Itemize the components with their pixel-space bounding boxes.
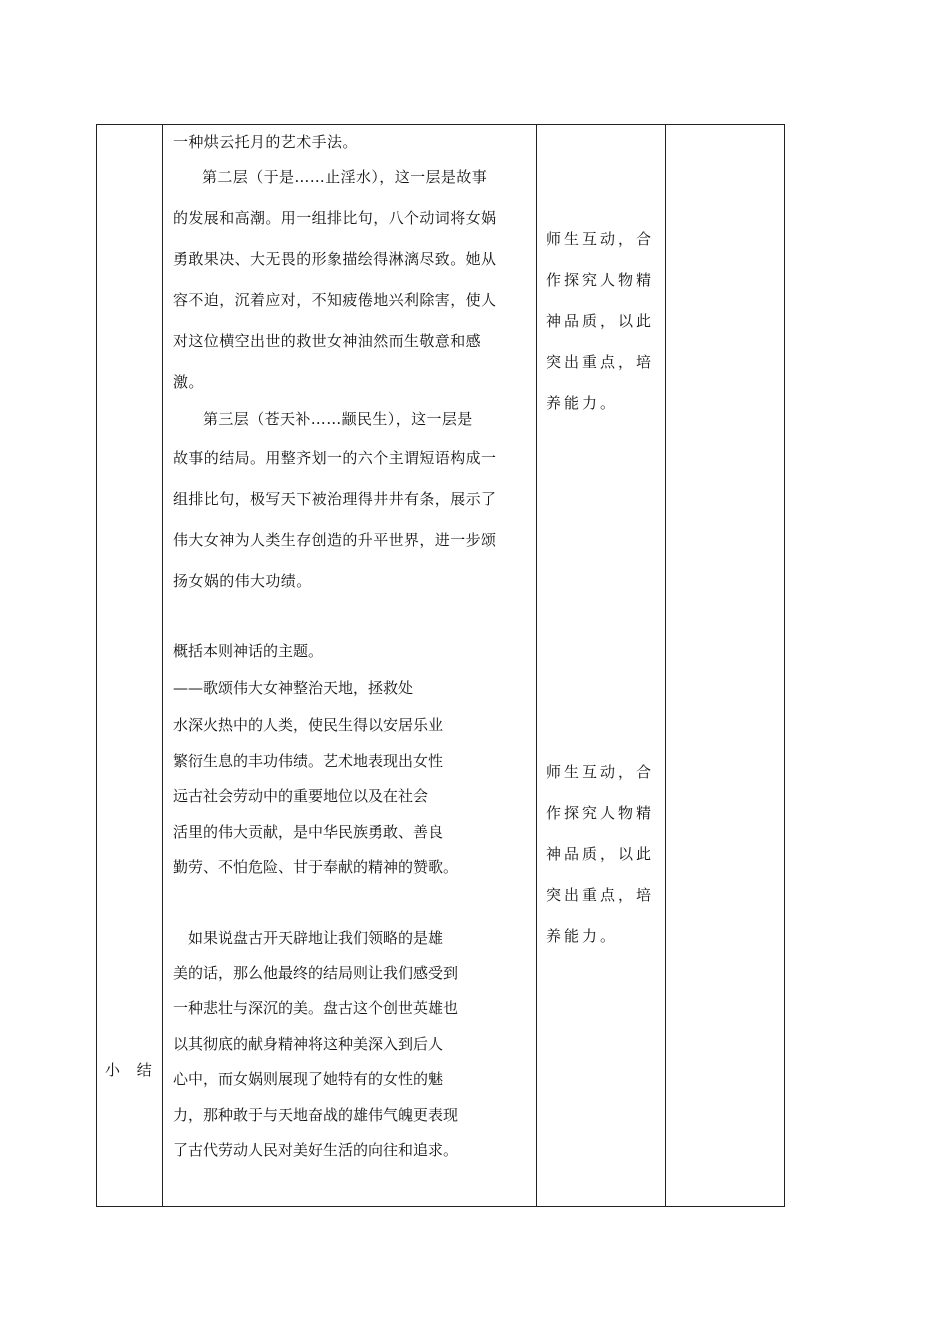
row-label-cell <box>97 125 162 1206</box>
row-label: 小 结 <box>105 1061 158 1079</box>
theme-line: 活里的伟大贡献，是中华民族勇敢、善良 <box>173 823 444 841</box>
method-note: 师生互动，合作探究人物精神品质，以此突出重点，培养能力。 <box>546 763 655 945</box>
content-line: 组排比句，极写天下被治理得井井有条，展示了 <box>173 490 497 508</box>
content-cell <box>163 125 536 1206</box>
summary-line: 美的话，那么他最终的结局则让我们感受到 <box>173 964 459 982</box>
theme-line: 勤劳、不怕危险、甘于奉献的精神的赞歌。 <box>173 858 459 876</box>
content-line: 激。 <box>173 373 204 391</box>
content-line: 第二层（于是……止淫水），这一层是故事 <box>202 168 488 186</box>
lesson-table <box>96 124 785 1207</box>
content-line: 一种烘云托月的艺术手法。 <box>173 133 358 151</box>
theme-line: 概括本则神话的主题。 <box>173 642 324 660</box>
theme-line: 远古社会劳动中的重要地位以及在社会 <box>173 787 429 805</box>
content-line: 故事的结局。用整齐划一的六个主谓短语构成一 <box>173 449 497 467</box>
content-line: 容不迫，沉着应对，不知疲倦地兴利除害，使人 <box>173 291 497 309</box>
content-line: 勇敢果决、大无畏的形象描绘得淋漓尽致。她从 <box>173 250 497 268</box>
summary-line: 一种悲壮与深沉的美。盘古这个创世英雄也 <box>173 999 459 1017</box>
summary-line: 如果说盘古开天辟地让我们领略的是雄 <box>188 929 444 947</box>
content-line: 扬女娲的伟大功绩。 <box>173 572 312 590</box>
content-line: 的发展和高潮。用一组排比句，八个动词将女娲 <box>173 209 497 227</box>
theme-line: 水深火热中的人类，使民生得以安居乐业 <box>173 716 444 734</box>
content-line: 第三层（苍天补……颛民生），这一层是 <box>203 410 473 428</box>
theme-line: ——歌颂伟大女神整治天地，拯救处 <box>173 679 414 697</box>
theme-line: 繁衍生息的丰功伟绩。艺术地表现出女性 <box>173 752 444 770</box>
content-line: 对这位横空出世的救世女神油然而生敬意和感 <box>173 332 482 350</box>
summary-line: 力，那种敢于与天地奋战的雄伟气魄更表现 <box>173 1106 459 1124</box>
summary-line: 了古代劳动人民对美好生活的向往和追求。 <box>173 1141 459 1159</box>
summary-line: 心中，而女娲则展现了她特有的女性的魅 <box>173 1070 444 1088</box>
method-cell <box>537 125 665 1206</box>
note-cell <box>666 125 784 1206</box>
content-line: 伟大女神为人类生存创造的升平世界，进一步颂 <box>173 531 497 549</box>
summary-line: 以其彻底的献身精神将这种美深入到后人 <box>173 1035 444 1053</box>
method-note: 师生互动，合作探究人物精神品质，以此突出重点，培养能力。 <box>546 230 655 412</box>
